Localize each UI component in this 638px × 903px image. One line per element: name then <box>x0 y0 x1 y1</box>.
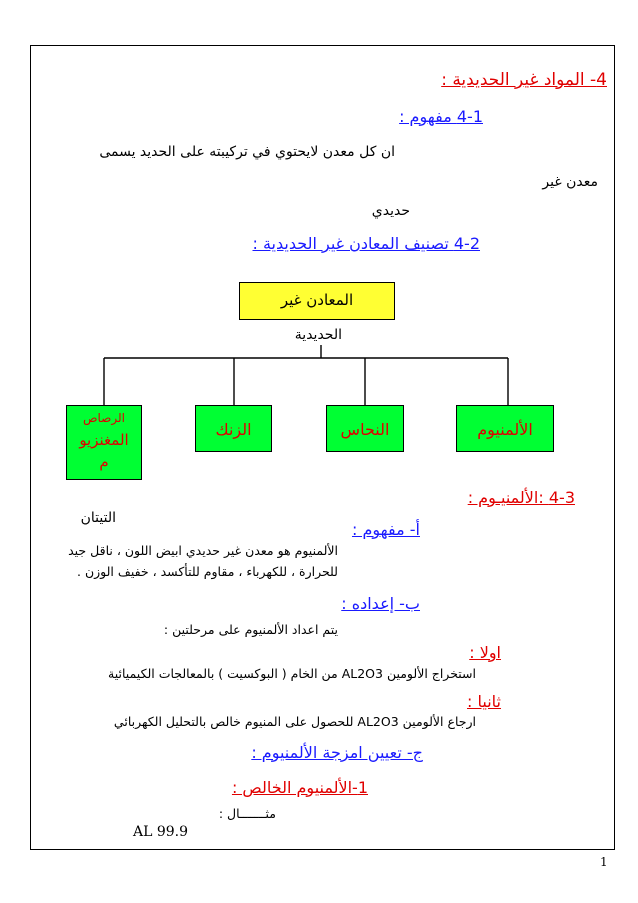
concept-line-3: حديدي <box>371 203 410 219</box>
second-stage-text: ارجاع الألومين AL2O3 للحصول على المنيوم خالص بالتحليل الكهربائي <box>113 714 476 729</box>
concept-a-line-2: للحرارة ، للكهرباء ، مقاوم للتأكسد ، خفيف الوزن . <box>77 564 338 579</box>
diagram-node-aluminum-label: الألمنيوم <box>477 420 533 439</box>
prep-text: يتم اعداد الألمنيوم على مرحلتين : <box>163 622 338 637</box>
concept-a-title: أ- مفهوم : <box>352 520 420 539</box>
concept-title: 4-1 مفهوم : <box>399 107 483 126</box>
concept-line-1: ان كل معدن لايحتوي في تركيبته على الحديد يسمى <box>99 144 395 160</box>
diagram-node-titanium-label: التيتان <box>80 510 116 526</box>
example-label: مثـــــــال : <box>218 806 276 821</box>
second-stage-label: ثانيا : <box>467 692 501 711</box>
concept-a-line-1: الألمنيوم هو معدن غير حديدي ابيض اللون ، ناقل جيد <box>68 543 338 558</box>
diagram-node-zinc <box>195 405 272 452</box>
first-stage-label: اولا : <box>469 643 501 662</box>
section-title: 4- المواد غير الحديدية : <box>441 70 607 90</box>
aluminum-title: 4-3 :الألمنيـوم : <box>467 488 575 507</box>
diagram-root-box <box>239 282 395 320</box>
prep-title: ب- إعداده : <box>341 594 420 613</box>
page-number: 1 <box>600 855 608 869</box>
classification-title: 4-2 تصنيف المعادن غير الحديدية : <box>252 234 480 253</box>
diagram-node-aluminum <box>456 405 554 452</box>
diagram-node-lead-label: الرصاص <box>83 411 125 425</box>
diagram-root-label-2: الحديدية <box>294 327 342 343</box>
diagram-node-magnesium-label-2: م <box>99 453 109 471</box>
diagram-node-copper-label: النحاس <box>340 420 390 439</box>
diagram-node-copper <box>326 405 404 452</box>
concept-line-2: معدن غير <box>542 174 598 190</box>
diagram-node-zinc-label: الزنك <box>215 420 252 439</box>
pure-aluminum-title: 1-الألمنيوم الخالص : <box>231 778 368 797</box>
diagram-root-label: المعادن غير <box>280 291 354 309</box>
diagram-node-lead <box>66 405 142 480</box>
example-value: AL 99.9 <box>133 824 189 840</box>
alloys-title: ج- تعيين امزجة الألمنيوم : <box>251 743 423 762</box>
first-stage-text: استخراج الألومين AL2O3 من الخام ( البوكسيت ) بالمعالجات الكيميائية <box>108 666 476 681</box>
diagram-node-magnesium-label: المغنزيو <box>79 431 129 449</box>
